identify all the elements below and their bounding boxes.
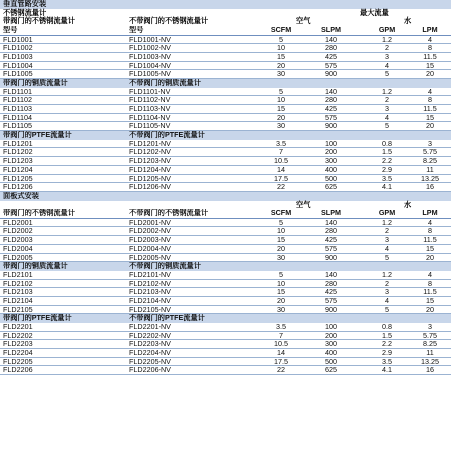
table-row — [0, 70, 451, 79]
table-cell: 15 — [426, 244, 434, 253]
header-label-0: 不锈钢流量计 — [3, 7, 47, 17]
table-cell: FLD1103 — [3, 105, 33, 114]
table-cell: FLD2004 — [3, 244, 33, 253]
table-row — [0, 280, 451, 289]
column-header: SCFM — [270, 26, 292, 35]
table-row — [0, 245, 451, 254]
table-cell: FLD1203 — [3, 157, 33, 166]
table-cell: 2 — [385, 279, 389, 288]
table-cell: 10 — [277, 227, 285, 236]
table-cell: 3.5 — [382, 357, 392, 366]
table-cell: 500 — [325, 174, 337, 183]
table-cell: 900 — [325, 253, 337, 262]
table-cell: 200 — [325, 331, 337, 340]
table-row — [0, 96, 451, 105]
table-cell: 15 — [426, 61, 434, 70]
table-cell: FLD1201-NV — [129, 139, 171, 148]
table-cell: 7 — [279, 331, 283, 340]
table-cell: 1.2 — [382, 270, 392, 279]
table-cell: 280 — [325, 96, 337, 105]
table-cell: 1.5 — [382, 148, 392, 157]
table-cell: 8 — [428, 44, 432, 53]
table-row — [0, 306, 451, 315]
table-cell: 22 — [277, 183, 285, 192]
table-cell: 100 — [325, 139, 337, 148]
table-row — [0, 148, 451, 157]
column-header: 型号 — [129, 26, 144, 35]
table-cell: 400 — [325, 349, 337, 358]
table-cell: 900 — [325, 305, 337, 314]
table-cell: 425 — [325, 52, 337, 61]
table-cell: FLD2206-NV — [129, 366, 171, 375]
table-cell: FLD1206-NV — [129, 183, 171, 192]
table-cell: 20 — [277, 113, 285, 122]
table-cell: FLD2202-NV — [129, 331, 171, 340]
table-cell: FLD2101-NV — [129, 270, 171, 279]
column-header: 不带阀门的不锈钢流量计 — [129, 209, 209, 218]
group-title-row — [0, 131, 451, 140]
table-cell: 14 — [277, 165, 285, 174]
table-row — [0, 219, 451, 228]
table-cell: 500 — [325, 357, 337, 366]
table-row — [0, 323, 451, 332]
table-cell: 3 — [428, 323, 432, 332]
table-row — [0, 271, 451, 280]
table-cell: 30 — [277, 253, 285, 262]
table-cell: 20 — [426, 70, 434, 79]
table-cell: 3 — [385, 288, 389, 297]
table-cell: 140 — [325, 218, 337, 227]
column-header-row — [0, 26, 451, 35]
table-cell: 5 — [279, 270, 283, 279]
table-row — [0, 227, 451, 236]
table-cell: 8 — [428, 227, 432, 236]
group-title-nv: 不带阀门的PTFE流量计 — [129, 131, 205, 140]
header-medium-row — [0, 201, 451, 210]
table-cell: 5 — [279, 218, 283, 227]
group-title: 带阀门的PTFE流量计 — [3, 314, 72, 323]
table-cell: 10.5 — [274, 157, 288, 166]
table-cell: 4 — [428, 87, 432, 96]
table-row — [0, 175, 451, 184]
table-cell: 4 — [428, 218, 432, 227]
table-row — [0, 140, 451, 149]
table-row — [0, 340, 451, 349]
group-title-row — [0, 262, 451, 271]
table-row — [0, 44, 451, 53]
table-cell: FLD1005-NV — [129, 70, 171, 79]
section-title-text: 面板式安装 — [3, 191, 39, 200]
table-row — [0, 358, 451, 367]
table-row — [0, 297, 451, 306]
table-cell: 17.5 — [274, 174, 288, 183]
table-cell: FLD2001-NV — [129, 218, 171, 227]
table-cell: 280 — [325, 279, 337, 288]
table-cell: FLD1001 — [3, 35, 33, 44]
table-cell: 2 — [385, 44, 389, 53]
table-cell: 140 — [325, 35, 337, 44]
table-cell: FLD1103-NV — [129, 105, 171, 114]
table-cell: 5.75 — [423, 331, 437, 340]
table-cell: 4 — [428, 35, 432, 44]
table-cell: FLD1105-NV — [129, 122, 171, 131]
group-title: 带阀门的铜质流量计 — [3, 78, 68, 87]
table-cell: 5 — [385, 305, 389, 314]
table-cell: 30 — [277, 70, 285, 79]
table-cell: FLD2005-NV — [129, 253, 171, 262]
table-cell: 5 — [385, 253, 389, 262]
table-cell: 625 — [325, 183, 337, 192]
table-cell: 5.75 — [423, 148, 437, 157]
table-cell: 4 — [385, 113, 389, 122]
table-cell: 14 — [277, 349, 285, 358]
table-cell: FLD2002 — [3, 227, 33, 236]
table-cell: 8.25 — [423, 157, 437, 166]
table-cell: 575 — [325, 61, 337, 70]
header-water: 水 — [404, 16, 412, 26]
table-cell: 4 — [385, 61, 389, 70]
table-row — [0, 36, 451, 45]
table-row — [0, 236, 451, 245]
table-cell: 13.25 — [421, 357, 439, 366]
table-cell: 13.25 — [421, 174, 439, 183]
table-row — [0, 53, 451, 62]
table-row — [0, 114, 451, 123]
table-cell: 15 — [426, 113, 434, 122]
table-cell: FLD1201 — [3, 139, 33, 148]
column-header: 型号 — [3, 26, 18, 35]
table-cell: 8.25 — [423, 340, 437, 349]
table-cell: 15 — [277, 288, 285, 297]
table-cell: 11 — [426, 165, 434, 174]
section-title — [0, 192, 451, 201]
table-row — [0, 166, 451, 175]
table-cell: 20 — [426, 253, 434, 262]
column-header: GPM — [378, 26, 396, 35]
table-cell: 3.5 — [276, 323, 286, 332]
table-cell: 22 — [277, 366, 285, 375]
table-cell: 2.2 — [382, 340, 392, 349]
column-header: SLPM — [321, 26, 341, 35]
table-cell: FLD1001-NV — [129, 35, 171, 44]
table-cell: FLD2205 — [3, 357, 33, 366]
table-cell: 2.9 — [382, 165, 392, 174]
header-air: 空气 — [296, 199, 311, 209]
table-cell: FLD2004-NV — [129, 244, 171, 253]
table-cell: FLD2104 — [3, 296, 33, 305]
table-cell: 1.5 — [382, 331, 392, 340]
table-cell: 2.2 — [382, 157, 392, 166]
table-cell: FLD2001 — [3, 218, 33, 227]
table-cell: FLD1102-NV — [129, 96, 171, 105]
table-cell: 20 — [277, 244, 285, 253]
table-cell: 625 — [325, 366, 337, 375]
table-row — [0, 366, 451, 375]
table-row — [0, 332, 451, 341]
table-cell: 3 — [385, 236, 389, 245]
table-cell: FLD1203-NV — [129, 157, 171, 166]
table-cell: FLD1206 — [3, 183, 33, 192]
table-row — [0, 105, 451, 114]
group-title: 带阀门的PTFE流量计 — [3, 131, 72, 140]
group-title-nv: 不带阀门的铜质流量计 — [129, 78, 201, 87]
table-cell: 30 — [277, 305, 285, 314]
table-cell: 3 — [428, 139, 432, 148]
header-water: 水 — [404, 199, 412, 209]
table-cell: FLD1104-NV — [129, 113, 171, 122]
table-cell: 10 — [277, 279, 285, 288]
table-cell: 11.5 — [423, 236, 437, 245]
table-cell: 5 — [385, 70, 389, 79]
table-cell: 4 — [428, 270, 432, 279]
table-row — [0, 183, 451, 192]
table-cell: FLD1004 — [3, 61, 33, 70]
table-cell: FLD1205-NV — [129, 174, 171, 183]
table-cell: 300 — [325, 157, 337, 166]
table-cell: 2 — [385, 227, 389, 236]
table-row — [0, 157, 451, 166]
table-cell: FLD1204-NV — [129, 165, 171, 174]
table-cell: 20 — [426, 305, 434, 314]
table-cell: 8 — [428, 96, 432, 105]
section-title-text: 垂直管路安装 — [3, 0, 47, 8]
table-cell: FLD1202-NV — [129, 148, 171, 157]
table-row — [0, 88, 451, 97]
header-label-1: 不带阀门的不锈钢流量计 — [129, 16, 209, 26]
table-cell: 425 — [325, 288, 337, 297]
table-cell: 16 — [426, 183, 434, 192]
table-cell: 425 — [325, 105, 337, 114]
table-cell: FLD1104 — [3, 113, 33, 122]
column-header: LPM — [422, 209, 438, 218]
table-cell: 5 — [385, 122, 389, 131]
table-cell: FLD2204-NV — [129, 349, 171, 358]
table-cell: 20 — [277, 296, 285, 305]
table-cell: 11.5 — [423, 52, 437, 61]
table-cell: 16 — [426, 366, 434, 375]
table-cell: FLD2201-NV — [129, 323, 171, 332]
table-cell: 1.2 — [382, 218, 392, 227]
table-cell: 300 — [325, 340, 337, 349]
table-cell: 100 — [325, 323, 337, 332]
table-row — [0, 62, 451, 71]
table-cell: 4 — [385, 244, 389, 253]
table-cell: 10 — [277, 96, 285, 105]
table-cell: FLD2101 — [3, 270, 33, 279]
table-cell: 400 — [325, 165, 337, 174]
group-title-row — [0, 314, 451, 323]
table-cell: 15 — [277, 52, 285, 61]
table-cell: 11.5 — [423, 105, 437, 114]
table-cell: 5 — [279, 87, 283, 96]
table-cell: FLD2102-NV — [129, 279, 171, 288]
header-air: 空气 — [296, 16, 311, 26]
table-cell: FLD1102 — [3, 96, 33, 105]
table-cell: 20 — [426, 122, 434, 131]
table-cell: FLD2205-NV — [129, 357, 171, 366]
header-max-flow: 最大流量 — [360, 7, 389, 17]
table-cell: FLD1004-NV — [129, 61, 171, 70]
column-header: SLPM — [321, 209, 341, 218]
table-cell: FLD1005 — [3, 70, 33, 79]
table-cell: 4.1 — [382, 366, 392, 375]
table-cell: FLD2003 — [3, 236, 33, 245]
table-cell: 3 — [385, 52, 389, 61]
header-medium-row — [0, 17, 451, 26]
table-cell: FLD1101 — [3, 87, 33, 96]
table-cell: FLD2002-NV — [129, 227, 171, 236]
column-header: GPM — [378, 209, 396, 218]
table-cell: 575 — [325, 244, 337, 253]
table-cell: 3 — [385, 105, 389, 114]
table-cell: 0.8 — [382, 139, 392, 148]
table-cell: 5 — [279, 35, 283, 44]
header-label-0b: 带阀门的不锈钢流量计 — [3, 16, 75, 26]
table-cell: 425 — [325, 236, 337, 245]
table-cell: 7 — [279, 148, 283, 157]
column-header: SCFM — [270, 209, 292, 218]
table-cell: FLD1205 — [3, 174, 33, 183]
table-cell: FLD2206 — [3, 366, 33, 375]
table-cell: 140 — [325, 270, 337, 279]
table-cell: 280 — [325, 44, 337, 53]
table-cell: 11.5 — [423, 288, 437, 297]
table-cell: FLD2203-NV — [129, 340, 171, 349]
table-cell: 17.5 — [274, 357, 288, 366]
table-cell: 15 — [426, 296, 434, 305]
group-title-row — [0, 79, 451, 88]
table-cell: 1.2 — [382, 87, 392, 96]
table-cell: 4 — [385, 296, 389, 305]
table-cell: 140 — [325, 87, 337, 96]
table-row — [0, 288, 451, 297]
table-cell: FLD1202 — [3, 148, 33, 157]
table-cell: FLD2003-NV — [129, 236, 171, 245]
table-row — [0, 349, 451, 358]
table-cell: 2.9 — [382, 349, 392, 358]
table-cell: FLD2105 — [3, 305, 33, 314]
table-cell: FLD1003-NV — [129, 52, 171, 61]
table-cell: 900 — [325, 122, 337, 131]
table-cell: 575 — [325, 113, 337, 122]
table-cell: 900 — [325, 70, 337, 79]
column-header: LPM — [422, 26, 438, 35]
table-cell: 11 — [426, 349, 434, 358]
table-row — [0, 254, 451, 263]
table-cell: 20 — [277, 61, 285, 70]
group-title-nv: 不带阀门的PTFE流量计 — [129, 314, 205, 323]
table-cell: 1.2 — [382, 35, 392, 44]
column-header-row — [0, 209, 451, 218]
table-cell: 575 — [325, 296, 337, 305]
table-cell: 8 — [428, 279, 432, 288]
table-cell: 3.5 — [276, 139, 286, 148]
table-cell: FLD2201 — [3, 323, 33, 332]
table-cell: FLD1002-NV — [129, 44, 171, 53]
table-row — [0, 122, 451, 131]
table-cell: 3.5 — [382, 174, 392, 183]
table-cell: FLD2005 — [3, 253, 33, 262]
table-cell: FLD2204 — [3, 349, 33, 358]
table-cell: FLD2103 — [3, 288, 33, 297]
table-cell: 4.1 — [382, 183, 392, 192]
table-cell: FLD2104-NV — [129, 296, 171, 305]
table-cell: 200 — [325, 148, 337, 157]
table-cell: FLD1002 — [3, 44, 33, 53]
table-cell: FLD1101-NV — [129, 87, 171, 96]
table-cell: 280 — [325, 227, 337, 236]
table-cell: 10 — [277, 44, 285, 53]
table-cell: FLD1204 — [3, 165, 33, 174]
group-title-nv: 不带阀门的铜质流量计 — [129, 262, 201, 271]
group-title: 带阀门的铜质流量计 — [3, 262, 68, 271]
table-cell: FLD1003 — [3, 52, 33, 61]
table-cell: FLD2203 — [3, 340, 33, 349]
table-cell: 2 — [385, 96, 389, 105]
table-cell: 30 — [277, 122, 285, 131]
table-cell: FLD2103-NV — [129, 288, 171, 297]
table-cell: 0.8 — [382, 323, 392, 332]
table-cell: FLD2105-NV — [129, 305, 171, 314]
table-cell: 15 — [277, 236, 285, 245]
column-header: 带阀门的不锈钢流量计 — [3, 209, 75, 218]
table-cell: 15 — [277, 105, 285, 114]
table-cell: FLD1105 — [3, 122, 33, 131]
table-cell: FLD2202 — [3, 331, 33, 340]
table-cell: FLD2102 — [3, 279, 33, 288]
table-cell: 10.5 — [274, 340, 288, 349]
